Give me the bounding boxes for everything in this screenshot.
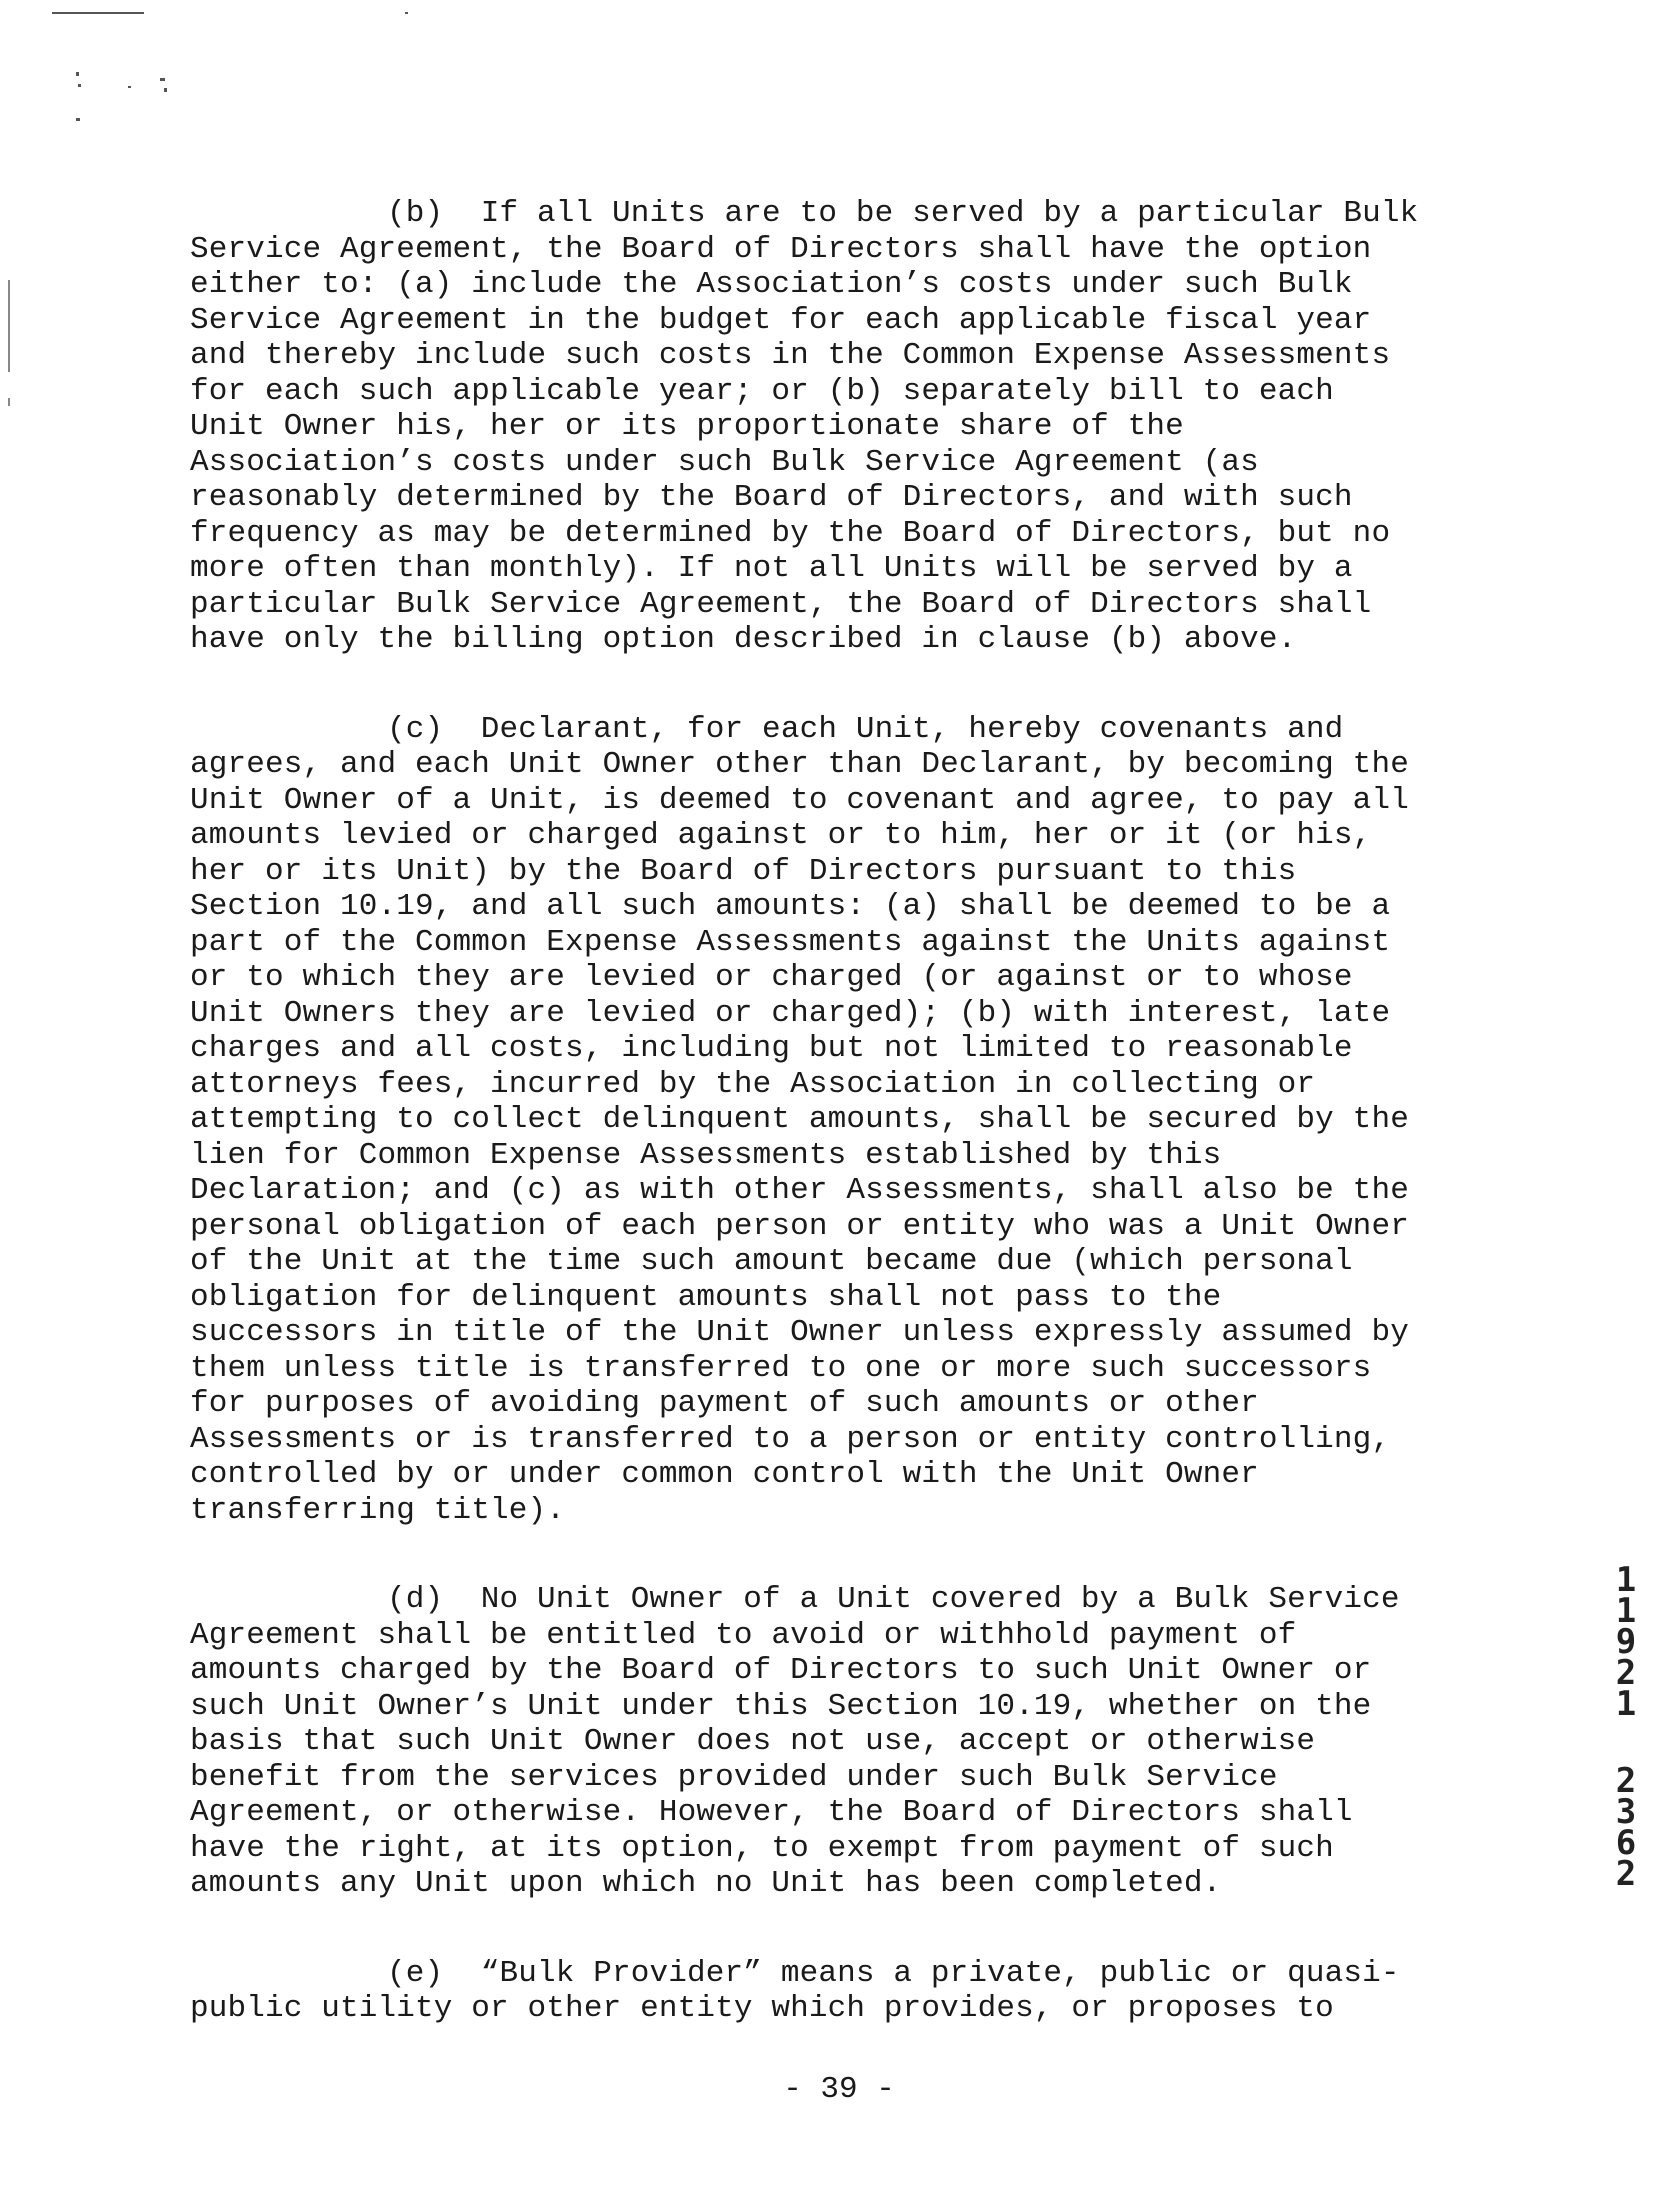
- text-line: of the Unit at the time such amount became due (which personal: [190, 1244, 1353, 1279]
- scan-artifact-top-rule: [52, 12, 144, 14]
- paragraph-e: [190, 1956, 1490, 2027]
- text-line: amounts charged by the Board of Directors to such Unit Owner or: [190, 1653, 1372, 1688]
- text-line: charges and all costs, including but not limited to reasonable: [190, 1031, 1353, 1066]
- text-line: Agreement shall be entitled to avoid or withhold payment of: [190, 1617, 1297, 1653]
- text-line: (d) No Unit Owner of a Unit covered by a Bulk Service: [387, 1582, 1400, 1617]
- text-line: have the right, at its option, to exempt from payment of such: [190, 1830, 1334, 1866]
- text-line: particular Bulk Service Agreement, the Board of Directors shall: [190, 586, 1372, 622]
- text-line: such Unit Owner’s Unit under this Section 10.19, whether on the: [190, 1688, 1372, 1724]
- text-line: Agreement, or otherwise. However, the Board of Directors shall: [190, 1795, 1353, 1830]
- text-line: Assessments or is transferred to a person or entity controlling,: [190, 1421, 1391, 1457]
- text-line: either to: (a) include the Association’s costs under such Bulk: [190, 267, 1353, 302]
- scan-artifact-speck: [78, 84, 81, 87]
- text-line: basis that such Unit Owner does not use, accept or otherwise: [190, 1724, 1316, 1759]
- text-line: Section 10.19, and all such amounts: (a) shall be deemed to be a: [190, 889, 1391, 924]
- margin-tick: [8, 398, 10, 406]
- scan-artifact-dot: [405, 12, 408, 14]
- text-line: benefit from the services provided under such Bulk Service: [190, 1759, 1278, 1795]
- text-line: for each such applicable year; or (b) separately bill to each: [190, 373, 1334, 409]
- text-line: her or its Unit) by the Board of Directors pursuant to this: [190, 853, 1297, 889]
- text-line: attorneys fees, incurred by the Association in collecting or: [190, 1066, 1316, 1102]
- text-line: amounts any Unit upon which no Unit has been completed.: [190, 1866, 1222, 1901]
- page-number: - 39 -: [783, 2072, 895, 2107]
- text-line: obligation for delinquent amounts shall not pass to the: [190, 1279, 1222, 1315]
- recording-stamp: [1606, 1560, 1646, 1894]
- text-line: frequency as may be determined by the Board of Directors, but no: [190, 515, 1391, 551]
- text-line: have only the billing option described in clause (b) above.: [190, 622, 1297, 657]
- text-line: Unit Owners they are levied or charged); (b) with interest, late: [190, 995, 1391, 1031]
- scan-artifact-speck: [76, 118, 80, 121]
- text-line: public utility or other entity which provides, or proposes to: [190, 1991, 1334, 2026]
- text-line: part of the Common Expense Assessments against the Units against: [190, 924, 1391, 960]
- margin-line: [8, 280, 10, 372]
- text-line: reasonably determined by the Board of Directors, and with such: [190, 480, 1353, 515]
- text-line: more often than monthly). If not all Units will be served by a: [190, 551, 1353, 586]
- text-line: agrees, and each Unit Owner other than Declarant, by becoming the: [190, 747, 1409, 782]
- recording-number-group-2: 2 3 6 2: [1615, 1761, 1637, 1894]
- text-line: lien for Common Expense Assessments established by this: [190, 1137, 1222, 1173]
- scan-artifact-speck: [164, 88, 167, 92]
- paragraph-b: [190, 196, 1490, 658]
- paragraph-c: [190, 712, 1490, 1529]
- scan-artifact-speck: [128, 86, 131, 88]
- text-line: Association’s costs under such Bulk Service Agreement (as: [190, 444, 1259, 480]
- recording-number-group-1: 1 1 9 2 1: [1615, 1560, 1637, 1724]
- paragraph-d: [190, 1582, 1490, 1902]
- document-body: [190, 196, 1490, 2081]
- text-line: Service Agreement in the budget for each applicable fiscal year: [190, 302, 1372, 338]
- text-line: (b) If all Units are to be served by a particular Bulk: [387, 196, 1419, 231]
- text-line: (e) “Bulk Provider” means a private, public or quasi-: [387, 1955, 1400, 1991]
- scan-artifact-speck: [160, 78, 165, 81]
- text-line: transferring title).: [190, 1492, 566, 1528]
- text-line: attempting to collect delinquent amounts, shall be secured by the: [190, 1102, 1409, 1137]
- text-line: and thereby include such costs in the Common Expense Assessments: [190, 338, 1391, 373]
- text-line: personal obligation of each person or entity who was a Unit Owner: [190, 1208, 1409, 1244]
- text-line: or to which they are levied or charged (or against or to whose: [190, 960, 1353, 995]
- scan-artifact-speck: [76, 72, 79, 76]
- text-line: Declaration; and (c) as with other Assessments, shall also be the: [190, 1173, 1409, 1208]
- text-line: controlled by or under common control with the Unit Owner: [190, 1457, 1259, 1492]
- text-line: Service Agreement, the Board of Directors shall have the option: [190, 231, 1372, 267]
- text-line: for purposes of avoiding payment of such amounts or other: [190, 1386, 1259, 1421]
- text-line: Unit Owner his, her or its proportionate share of the: [190, 409, 1184, 444]
- text-line: (c) Declarant, for each Unit, hereby covenants and: [387, 711, 1344, 747]
- text-line: amounts levied or charged against or to him, her or it (or his,: [190, 818, 1372, 853]
- text-line: successors in title of the Unit Owner unless expressly assumed by: [190, 1315, 1409, 1350]
- text-line: them unless title is transferred to one or more such successors: [190, 1350, 1372, 1386]
- text-line: Unit Owner of a Unit, is deemed to covenant and agree, to pay all: [190, 782, 1409, 818]
